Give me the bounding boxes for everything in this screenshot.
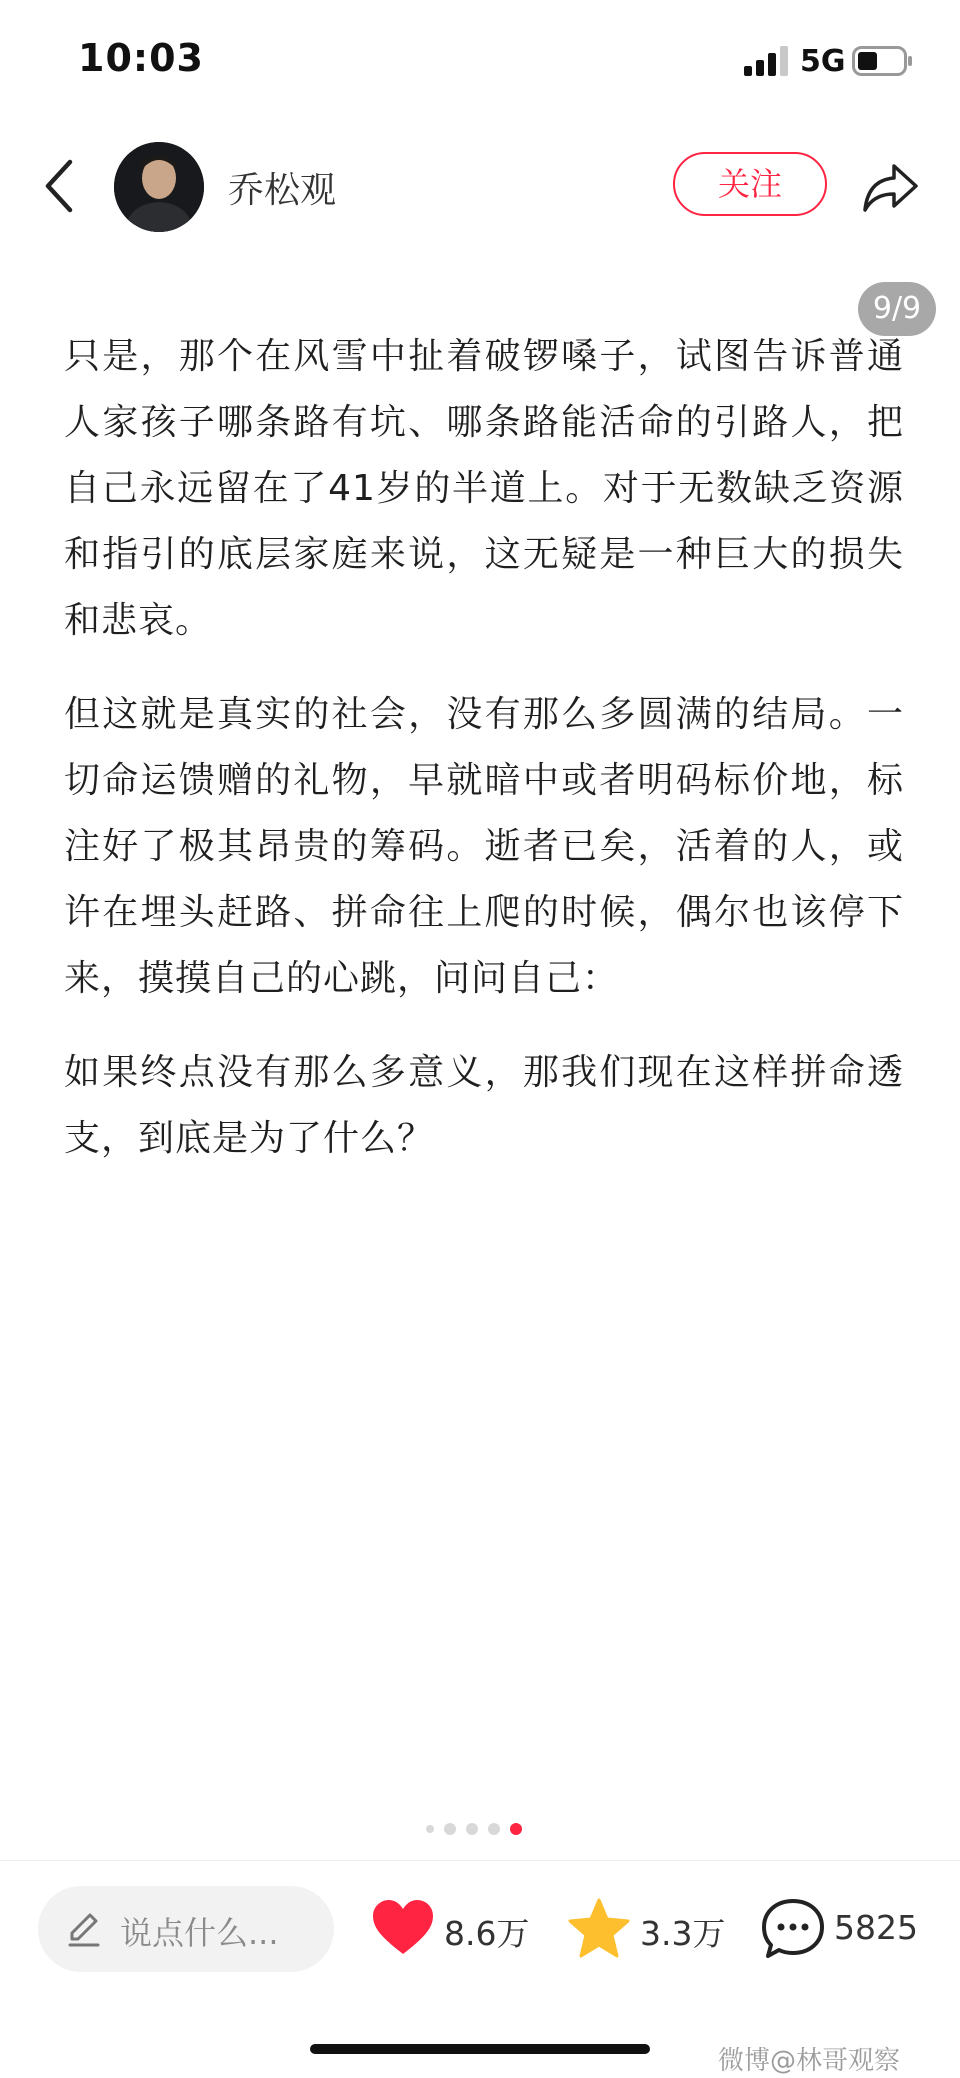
paragraph: 但这就是真实的社会，没有那么多圆满的结局。一切命运馈赠的礼物，早就暗中或者明码标价地，标注好了极其昂贵的筹码。逝者已矣，活着的人，或许在埋头赶路、拼命往上爬的时候，偶尔也该停下来，摸摸自己的心跳，问问自己： [64, 694, 904, 999]
battery-icon [852, 46, 914, 76]
comment-count: 5825 [834, 1908, 918, 1947]
pencil-icon [64, 1909, 104, 1949]
back-button[interactable] [40, 156, 80, 216]
post-body [64, 324, 904, 1200]
author-avatar[interactable] [114, 142, 204, 232]
heart-icon [370, 1896, 436, 1962]
status-time: 10:03 [78, 36, 204, 80]
author-name[interactable]: 乔松观 [228, 170, 337, 211]
network-type: 5G [800, 44, 846, 79]
page-counter: 9/9 [858, 282, 936, 336]
paragraph: 只是，那个在风雪中扯着破锣嗓子，试图告诉普通人家孩子哪条路有坑、哪条路能活命的引路人，把自己永远留在了41岁的半道上。对于无数缺乏资源和指引的底层家庭来说，这无疑是一种巨大的损失和悲哀。 [64, 336, 904, 641]
carousel-dot-active [510, 1823, 522, 1835]
comment-input[interactable] [38, 1886, 334, 1972]
paragraph: 如果终点没有那么多意义，那我们现在这样拼命透支，到底是为了什么？ [64, 1052, 904, 1159]
home-indicator[interactable] [310, 2044, 650, 2054]
watermark: 微博@林哥观察 [718, 2046, 901, 2076]
carousel-dot [488, 1823, 500, 1835]
carousel-dot [444, 1823, 456, 1835]
comment-placeholder: 说点什么... [120, 1914, 279, 1952]
share-arrow-icon[interactable] [860, 156, 920, 216]
like-count: 8.6万 [444, 1914, 530, 1953]
signal-bars-icon [744, 46, 790, 76]
carousel-dot [426, 1825, 434, 1833]
post-header [0, 130, 960, 250]
bottom-divider [0, 1860, 960, 1861]
comment-bubble-icon [760, 1896, 826, 1962]
follow-button[interactable]: 关注 [673, 152, 827, 216]
collect-count: 3.3万 [640, 1914, 726, 1953]
status-bar [0, 0, 960, 120]
carousel-indicator [426, 1822, 522, 1836]
carousel-dot [466, 1823, 478, 1835]
star-icon [566, 1896, 632, 1962]
avatar-image [114, 142, 204, 232]
